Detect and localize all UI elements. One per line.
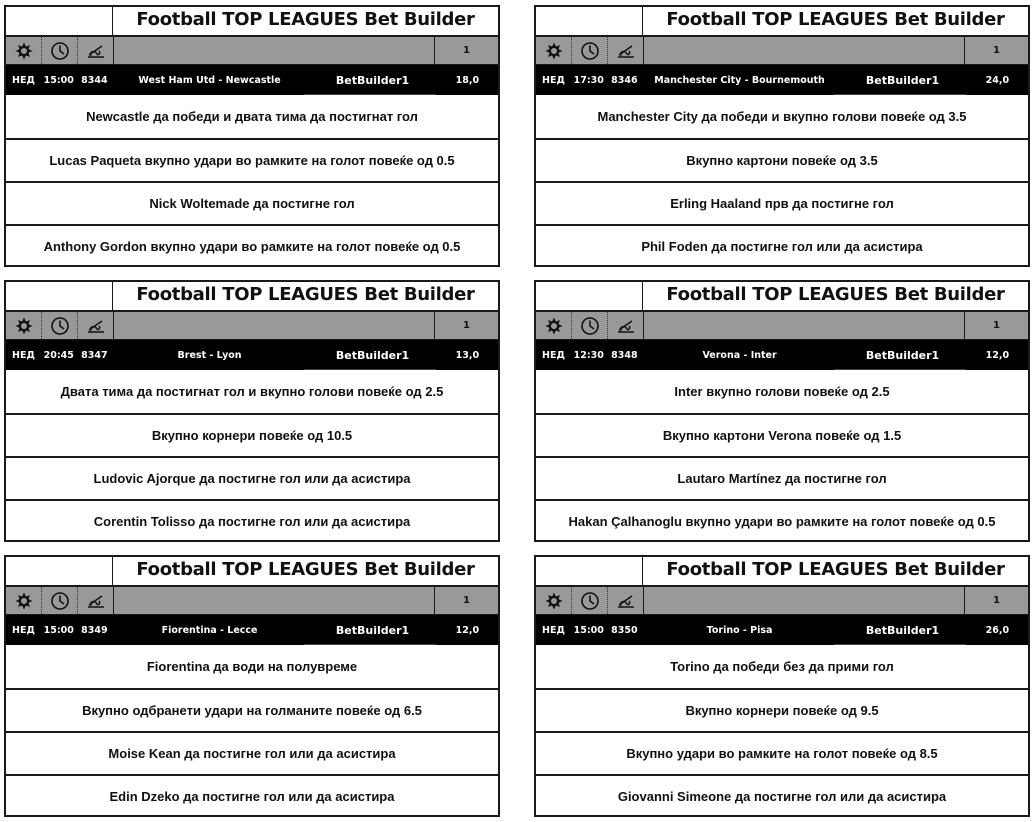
toolbar (6, 312, 498, 340)
event-market: BetBuilder1 (335, 623, 410, 637)
event-day: НЕД (12, 624, 35, 636)
selection-item: Вкупно удари во рамките на голот повеќе од 8.5 (536, 731, 1028, 774)
signature-icon (85, 317, 107, 335)
settings-button[interactable] (6, 587, 42, 614)
panel-header (6, 282, 498, 312)
selection-item: Lucas Paqueta вкупно удари во рамките на голот повеќе од 0.5 (6, 138, 498, 181)
clock-icon (50, 591, 70, 611)
panel-title: Football TOP LEAGUES Bet Builder (136, 9, 475, 30)
selection-item: Lautaro Martínez да постигне гол (536, 456, 1028, 499)
settings-icon (544, 591, 564, 611)
selection-item: Вкупно корнери повеќе од 9.5 (536, 688, 1028, 731)
signature-button[interactable] (78, 312, 114, 339)
settings-icon (14, 591, 34, 611)
event-time: 15:00 (573, 624, 604, 636)
panel-header (536, 557, 1028, 587)
selection-item: Вкупно картони Verona повеќе од 1.5 (536, 413, 1028, 456)
event-code: 8349 (81, 624, 108, 636)
event-odds[interactable]: 24,0 (985, 74, 1010, 86)
clock-button[interactable] (42, 587, 78, 614)
clock-icon (580, 316, 600, 336)
bet-count: 1 (993, 595, 1000, 606)
bet-builder-panel-2 (534, 5, 1030, 267)
signature-icon (615, 317, 637, 335)
panel-title: Football TOP LEAGUES Bet Builder (666, 284, 1005, 305)
event-code: 8348 (611, 349, 638, 361)
event-day: НЕД (542, 349, 565, 361)
panel-title: Football TOP LEAGUES Bet Builder (136, 559, 475, 580)
toolbar-spacer (644, 37, 965, 64)
selection-item: Newcastle да победи и двата тима да постигнат гол (86, 109, 418, 124)
selection-item: Nick Woltemade да постигне гол (6, 181, 498, 224)
event-time: 17:30 (573, 74, 604, 86)
event-day: НЕД (12, 349, 35, 361)
event-day: НЕД (542, 624, 565, 636)
bet-builder-panel-1 (4, 5, 500, 267)
event-match: Brest - Lyon (177, 349, 242, 361)
selection-list (536, 370, 1028, 543)
signature-button[interactable] (608, 37, 644, 64)
header-blank-cell (536, 557, 643, 585)
selection-item: Fiorentina да води на полувреме (146, 659, 358, 674)
settings-icon (14, 316, 34, 336)
settings-icon (14, 41, 34, 61)
clock-button[interactable] (572, 312, 608, 339)
selection-item: Giovanni Simeone да постигне гол или да асистира (536, 774, 1028, 817)
event-odds[interactable]: 13,0 (455, 349, 480, 361)
selection-item: Manchester City да победи и вкупно голови повеќе од 3.5 (597, 109, 967, 124)
event-time: 20:45 (43, 349, 74, 361)
panel-header (536, 282, 1028, 312)
event-code: 8346 (611, 74, 638, 86)
event-time: 15:00 (43, 74, 74, 86)
row-divider (304, 94, 436, 95)
event-row[interactable] (536, 340, 1028, 370)
header-blank-cell (6, 282, 113, 310)
event-market: BetBuilder1 (335, 73, 410, 87)
bet-builder-panel-3 (4, 280, 500, 542)
bet-builder-panel-5 (4, 555, 500, 817)
bet-count: 1 (463, 320, 470, 331)
event-code: 8350 (611, 624, 638, 636)
selection-item: Inter вкупно голови повеќе од 2.5 (674, 384, 890, 399)
selection-item: Вкупно одбранети удари на голманите повеќе од 6.5 (6, 688, 498, 731)
row-divider (304, 644, 436, 645)
signature-icon (615, 42, 637, 60)
bet-count: 1 (463, 45, 470, 56)
settings-button[interactable] (536, 37, 572, 64)
signature-icon (85, 592, 107, 610)
bet-count: 1 (993, 45, 1000, 56)
clock-button[interactable] (42, 312, 78, 339)
toolbar-spacer (114, 312, 435, 339)
panel-title: Football TOP LEAGUES Bet Builder (666, 9, 1005, 30)
row-divider (834, 644, 966, 645)
event-match: Fiorentina - Lecce (161, 624, 258, 636)
event-code: 8347 (81, 349, 108, 361)
event-row[interactable] (6, 65, 498, 95)
selection-item: Anthony Gordon вкупно удари во рамките на голот повеќе од 0.5 (6, 224, 498, 267)
selection-item: Torino да победи без да прими гол (670, 659, 894, 674)
selection-list (6, 95, 498, 268)
event-code: 8344 (81, 74, 108, 86)
selection-item: Phil Foden да постигне гол или да асистира (536, 224, 1028, 267)
signature-button[interactable] (608, 587, 644, 614)
selection-item: Двата тима да постигнат гол и вкупно голови повеќе од 2.5 (60, 384, 444, 399)
settings-button[interactable] (6, 312, 42, 339)
toolbar-spacer (644, 587, 965, 614)
event-odds[interactable]: 12,0 (985, 349, 1010, 361)
clock-button[interactable] (42, 37, 78, 64)
event-row[interactable] (536, 615, 1028, 645)
signature-button[interactable] (78, 37, 114, 64)
event-match: West Ham Utd - Newcastle (138, 74, 281, 86)
clock-button[interactable] (572, 587, 608, 614)
event-market: BetBuilder1 (335, 348, 410, 362)
event-match: Torino - Pisa (706, 624, 773, 636)
event-market: BetBuilder1 (865, 348, 940, 362)
selection-item: Corentin Tolisso да постигне гол или да асистира (6, 499, 498, 542)
row-divider (834, 369, 966, 370)
clock-icon (580, 591, 600, 611)
selection-item: Ludovic Ajorque да постигне гол или да асистира (6, 456, 498, 499)
toolbar-spacer (644, 312, 965, 339)
panel-header (536, 7, 1028, 37)
bet-count: 1 (463, 595, 470, 606)
event-time: 12:30 (573, 349, 604, 361)
header-blank-cell (6, 557, 113, 585)
toolbar (6, 587, 498, 615)
panel-title: Football TOP LEAGUES Bet Builder (136, 284, 475, 305)
selection-item: Erling Haaland прв да постигне гол (536, 181, 1028, 224)
settings-button[interactable] (536, 312, 572, 339)
signature-button[interactable] (608, 312, 644, 339)
event-time: 15:00 (43, 624, 74, 636)
selection-item: Edin Dzeko да постигне гол или да асистира (6, 774, 498, 817)
clock-button[interactable] (572, 37, 608, 64)
selection-item: Вкупно корнери повеќе од 10.5 (6, 413, 498, 456)
event-odds[interactable]: 26,0 (985, 624, 1010, 636)
event-match: Verona - Inter (702, 349, 777, 361)
settings-icon (544, 41, 564, 61)
row-divider (834, 94, 966, 95)
settings-button[interactable] (6, 37, 42, 64)
event-market: BetBuilder1 (865, 623, 940, 637)
header-blank-cell (536, 7, 643, 35)
event-odds[interactable]: 12,0 (455, 624, 480, 636)
bet-count: 1 (993, 320, 1000, 331)
selection-list (6, 370, 498, 543)
panel-header (6, 557, 498, 587)
toolbar (536, 312, 1028, 340)
toolbar (6, 37, 498, 65)
bet-builder-panel-6 (534, 555, 1030, 817)
selection-item: Hakan Çalhanoglu вкупно удари во рамките на голот повеќе од 0.5 (536, 499, 1028, 542)
signature-icon (615, 592, 637, 610)
selection-item: Moise Kean да постигне гол или да асистира (6, 731, 498, 774)
clock-icon (580, 41, 600, 61)
selection-list (536, 645, 1028, 818)
panel-header (6, 7, 498, 37)
row-divider (304, 369, 436, 370)
event-row[interactable] (6, 340, 498, 370)
settings-icon (544, 316, 564, 336)
selection-list (6, 645, 498, 818)
clock-icon (50, 316, 70, 336)
selection-item: Вкупно картони повеќе од 3.5 (536, 138, 1028, 181)
settings-button[interactable] (536, 587, 572, 614)
bet-builder-panel-4 (534, 280, 1030, 542)
signature-button[interactable] (78, 587, 114, 614)
panel-title: Football TOP LEAGUES Bet Builder (666, 559, 1005, 580)
signature-icon (85, 42, 107, 60)
event-row[interactable] (6, 615, 498, 645)
toolbar (536, 37, 1028, 65)
event-match: Manchester City - Bournemouth (654, 74, 825, 86)
event-day: НЕД (542, 74, 565, 86)
event-odds[interactable]: 18,0 (455, 74, 480, 86)
event-market: BetBuilder1 (865, 73, 940, 87)
header-blank-cell (6, 7, 113, 35)
toolbar (536, 587, 1028, 615)
event-day: НЕД (12, 74, 35, 86)
selection-list (536, 95, 1028, 268)
toolbar-spacer (114, 37, 435, 64)
clock-icon (50, 41, 70, 61)
header-blank-cell (536, 282, 643, 310)
toolbar-spacer (114, 587, 435, 614)
event-row[interactable] (536, 65, 1028, 95)
